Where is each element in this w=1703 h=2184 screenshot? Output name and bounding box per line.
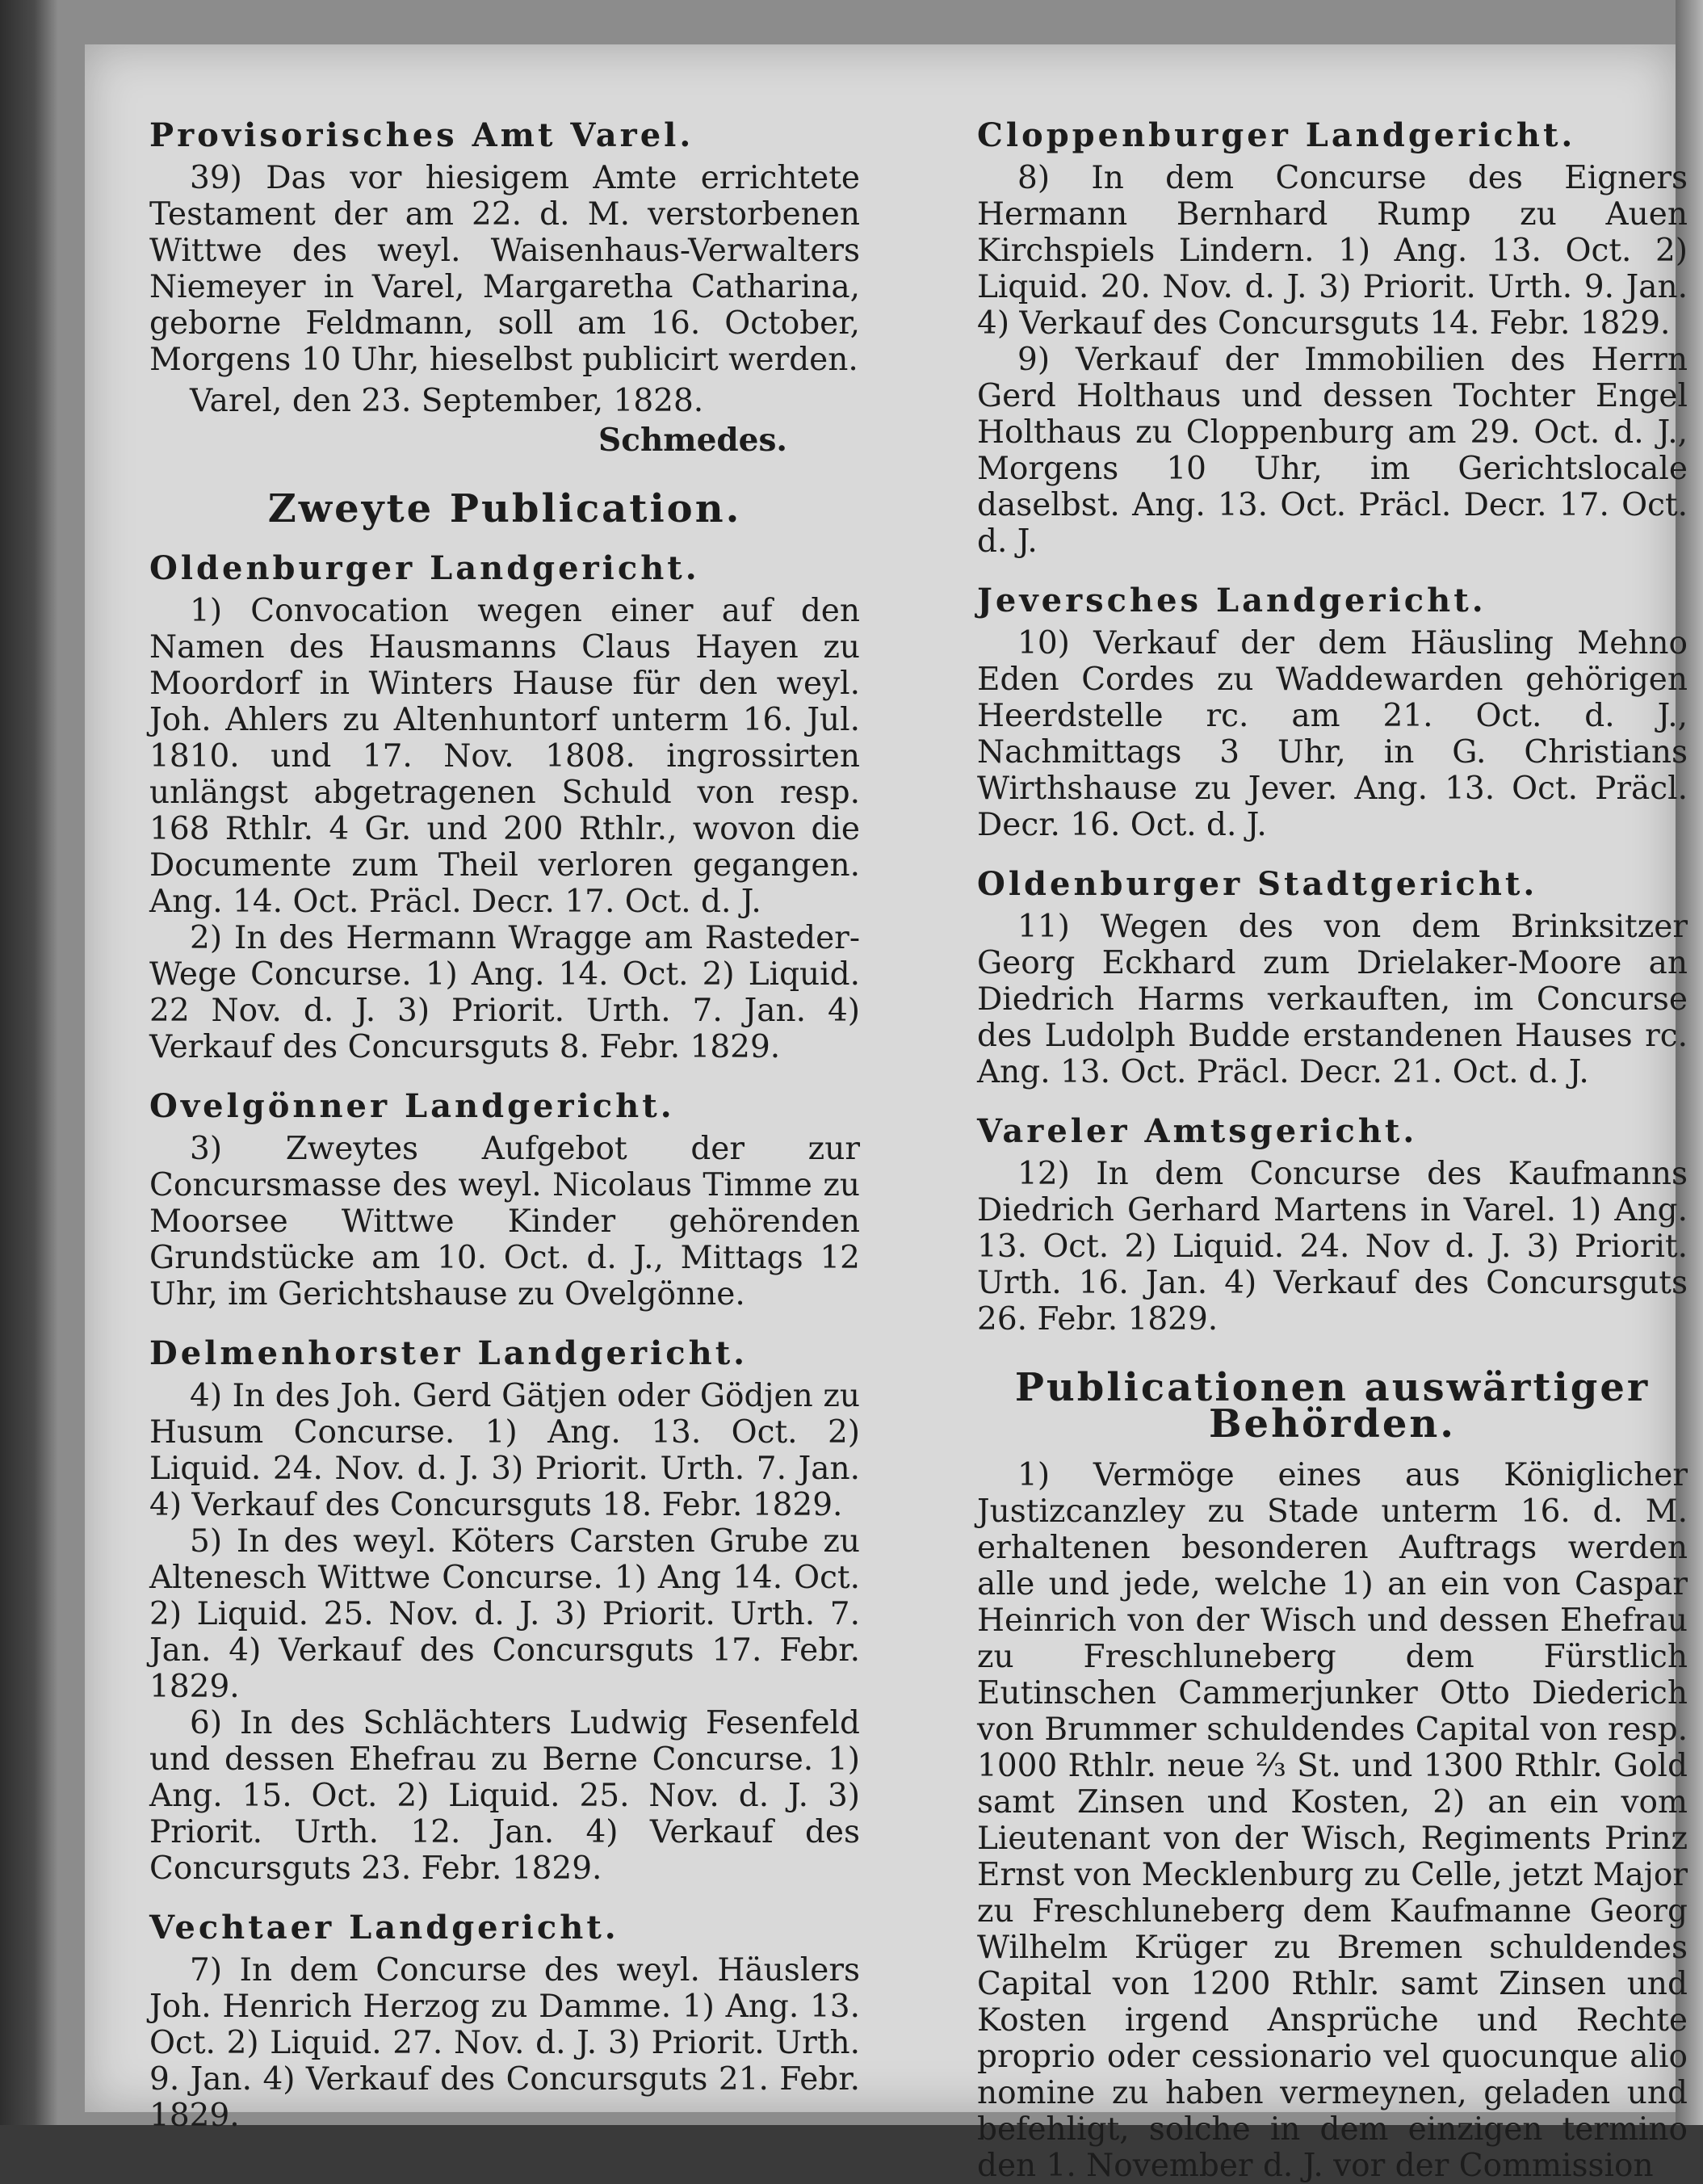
section-header-oldenburg-stadtgericht: Oldenburger Stadtgericht. <box>977 865 1538 903</box>
section-header-vareler: Vareler Amtsgericht. <box>977 1112 1418 1150</box>
dateline: Varel, den 23. September, 1828. <box>190 383 704 419</box>
section-header-provisional: Provisorisches Amt Varel. <box>149 116 694 154</box>
right-column <box>977 117 1688 2184</box>
entry-11: 11) Wegen des von dem Brinksitzer Georg Eckhard zum Drielaker-Moore an Diedrich Harms verkauften, im Concurse des Ludolph Budde erstandenen Hauses rc. Ang. 13. Oct. Präcl. Decr. 21. Oct. d. J. <box>977 909 1688 1090</box>
entry-6: 6) In des Schlächters Ludwig Fesenfeld und dessen Ehefrau zu Berne Concurse. 1) Ang. 15. Oct. 2) Liquid. 25. Nov. d. J. 3) Priorit. Urth. 12. Jan. 4) Verkauf des Concursguts 23. Febr. 1829. <box>149 1705 860 1887</box>
section-header-cloppenburg: Cloppenburger Landgericht. <box>977 116 1576 154</box>
entry-7: 7) In dem Concurse des weyl. Häuslers Joh. Henrich Herzog zu Damme. 1) Ang. 13. Oct. 2) Liquid. 27. Nov. d. J. 3) Priorit. Urth. 9. Jan. 4) Verkauf des Concursguts 21. Febr. 1829. <box>149 1952 860 2134</box>
section-header-delmenhorst: Delmenhorster Landgericht. <box>149 1334 749 1372</box>
entry-10: 10) Verkauf der dem Häusling Mehno Eden Cordes zu Waddewarden gehörigen Heerdstelle rc. am 21. Oct. d. J., Nachmittags 3 Uhr, in G. Christians Wirthshause zu Jever. Ang. 13. Oct. Präcl. Decr. 16. Oct. d. J. <box>977 625 1688 843</box>
entry-foreign-1: 1) Vermöge eines aus Königlicher Justizcanzley zu Stade unterm 16. d. M. erhaltenen besonderen Auftrags werden alle und jede, welche 1) an ein von Caspar Heinrich von der Wisch und dessen Ehefrau zu Freschluneberg dem Fürstlich Eutinschen Cammerjunker Otto Diederich von Brummer schuldendes Capital von resp. 1000 Rthlr. neue ⅔ St. und 1300 Rthlr. Gold samt Zinsen und Kosten, 2) an ein vom Lieutenant von der Wisch, Regiments Prinz Ernst von Mecklenburg zu Celle, jetzt Major zu Freschluneberg dem Kaufmanne Georg Wilhelm Krüger zu Bremen schuldendes Capital von 1200 Rthlr. samt Zinsen und Kosten irgend Ansprüche und Rechte proprio oder cessionario vel quocunque alio nomine zu haben vermeynen, geladen und befehligt, solche in dem einzigen termino den 1. November d. J. vor der Commission <box>977 1457 1688 2184</box>
entry-8: 8) In dem Concurse des Eigners Hermann Bernhard Rump zu Auen Kirchspiels Lindern. 1) Ang. 13. Oct. 2) Liquid. 20. Nov. d. J. 3) Priorit. Urth. 9. Jan. 4) Verkauf des Concursguts 14. Febr. 1829. <box>977 160 1688 342</box>
entry-1: 1) Convocation wegen einer auf den Namen des Hausmanns Claus Hayen zu Moordorf in Winters Hause für den weyl. Joh. Ahlers zu Altenhuntorf unterm 16. Jul. 1810. und 17. Nov. 1808. ingrossirten unlängst abgetragenen Schuld von resp. 168 Rthlr. 4 Gr. und 200 Rthlr., wovon die Documente zum Theil verloren gegangen. Ang. 14. Oct. Präcl. Decr. 17. Oct. d. J. <box>149 593 860 920</box>
entry-3: 3) Zweytes Aufgebot der zur Concursmasse des weyl. Nicolaus Timme zu Moorsee Wittwe Kinder gehörenden Grundstücke am 10. Oct. d. J., Mittags 12 Uhr, im Gerichtshause zu Ovelgönne. <box>149 1131 860 1312</box>
section-header-jever: Jeversches Landgericht. <box>977 582 1487 620</box>
entry-4: 4) In des Joh. Gerd Gätjen oder Gödjen zu Husum Concurse. 1) Ang. 13. Oct. 2) Liquid. 24. Nov. d. J. 3) Priorit. Urth. 7. Jan. 4) Verkauf des Concursguts 18. Febr. 1829. <box>149 1378 860 1523</box>
big-header-auswaertige-behoerden: Publicationen auswärtiger Behörden. <box>1014 1365 1651 1447</box>
entry-9: 9) Verkauf der Immobilien des Herrn Gerd Holthaus und dessen Tochter Engel Holthaus zu Cloppenburg am 29. Oct. d. J., Morgens 10 Uhr, im Gerichtslocale daselbst. Ang. 13. Oct. Präcl. Decr. 17. Oct. d. J. <box>977 342 1688 560</box>
entry-5: 5) In des weyl. Köters Carsten Grube zu Altenesch Wittwe Concurse. 1) Ang 14. Oct. 2) Liquid. 25. Nov. d. J. 3) Priorit. Urth. 7. Jan. 4) Verkauf des Concursguts 17. Febr. 1829. <box>149 1523 860 1705</box>
big-header-zweyte-publication: Zweyte Publication. <box>267 486 742 531</box>
section-header-oldenburg-landgericht: Oldenburger Landgericht. <box>149 549 700 587</box>
entry-12: 12) In dem Concurse des Kaufmanns Diedrich Gerhard Martens in Varel. 1) Ang. 13. Oct. 2) Liquid. 24. Nov d. J. 3) Priorit. Urth. 16. Jan. 4) Verkauf des Concursguts 26. Febr. 1829. <box>977 1156 1688 1338</box>
left-column <box>149 117 860 2134</box>
entry-39: 39) Das vor hiesigem Amte errichtete Testament der am 22. d. M. verstorbenen Wittwe des weyl. Waisenhaus-Verwalters Niemeyer in Varel, Margaretha Catharina, geborne Feldmann, soll am 16. October, Morgens 10 Uhr, hieselbst publicirt werden. <box>149 160 860 378</box>
section-header-vechta: Vechtaer Landgericht. <box>149 1909 619 1947</box>
signature: Schmedes. <box>598 422 787 459</box>
section-header-ovelgoenne: Ovelgönner Landgericht. <box>149 1087 675 1125</box>
entry-2: 2) In des Hermann Wragge am Rasteder-Wege Concurse. 1) Ang. 14. Oct. 2) Liquid. 22 Nov. d. J. 3) Priorit. Urth. 7. Jan. 4) Verkauf des Concursguts 8. Febr. 1829. <box>149 920 860 1065</box>
